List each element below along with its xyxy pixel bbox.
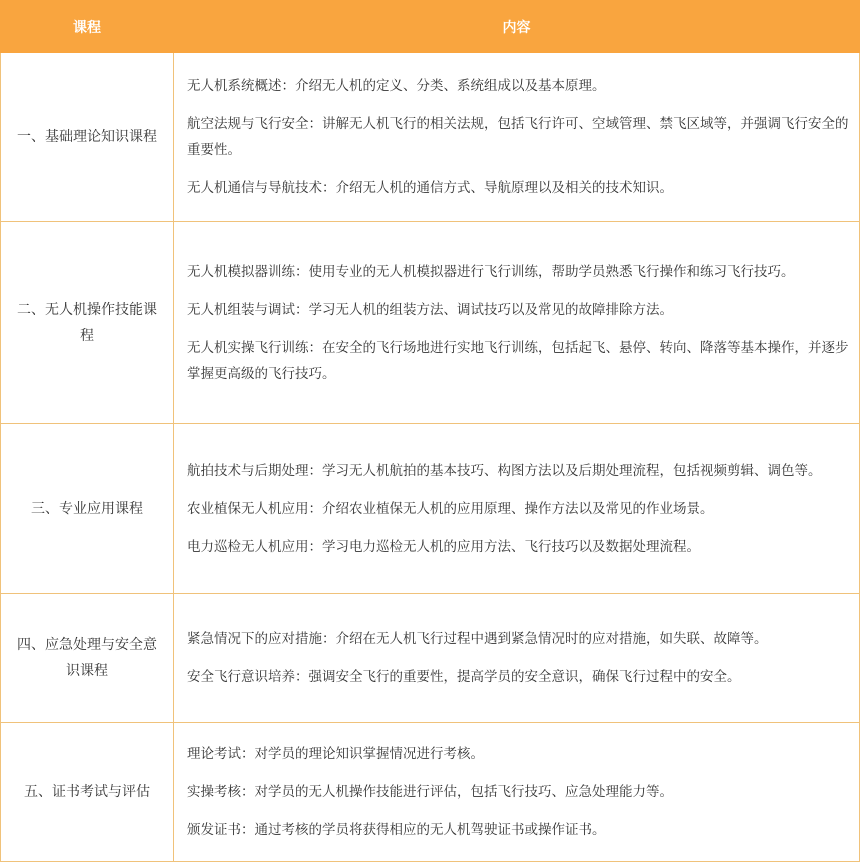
content-item: 实操考核：对学员的无人机操作技能进行评估，包括飞行技巧、应急处理能力等。 xyxy=(187,784,673,800)
content-item: 航空法规与飞行安全：讲解无人机飞行的相关法规，包括飞行许可、空域管理、禁飞区域等，并强调飞行安全的重要性。 xyxy=(187,116,849,158)
content-cell xyxy=(174,222,860,424)
table-row xyxy=(1,594,860,723)
content-item: 无人机通信与导航技术：介绍无人机的通信方式、导航原理以及相关的技术知识。 xyxy=(187,180,673,196)
table-header xyxy=(1,1,860,53)
table-body xyxy=(1,53,860,862)
table-row xyxy=(1,424,860,594)
content-item: 电力巡检无人机应用：学习电力巡检无人机的应用方法、飞行技巧以及数据处理流程。 xyxy=(187,538,700,555)
content-item: 农业植保无人机应用：介绍农业植保无人机的应用原理、操作方法以及常见的作业场景。 xyxy=(187,500,714,517)
content-item: 紧急情况下的应对措施：介绍在无人机飞行过程中遇到紧急情况时的应对措施，如失联、故障等。 xyxy=(187,631,768,647)
header-content: 内容 xyxy=(174,1,860,53)
content-cell xyxy=(174,53,860,222)
content-item: 无人机模拟器训练：使用专业的无人机模拟器进行飞行训练，帮助学员熟悉飞行操作和练习飞行技巧。 xyxy=(187,263,795,280)
content-cell xyxy=(174,594,860,723)
content-item: 颁发证书：通过考核的学员将获得相应的无人机驾驶证书或操作证书。 xyxy=(187,822,606,838)
course-name: 四、应急处理与安全意识课程 xyxy=(1,594,174,723)
content-item: 安全飞行意识培养：强调安全飞行的重要性，提高学员的安全意识，确保飞行过程中的安全。 xyxy=(187,669,741,685)
table-row xyxy=(1,53,860,222)
content-item: 理论考试：对学员的理论知识掌握情况进行考核。 xyxy=(187,746,484,762)
content-item: 无人机系统概述：介绍无人机的定义、分类、系统组成以及基本原理。 xyxy=(187,78,606,94)
course-name: 五、证书考试与评估 xyxy=(1,723,174,862)
table-row xyxy=(1,222,860,424)
table-row xyxy=(1,723,860,862)
course-name: 二、无人机操作技能课程 xyxy=(1,222,174,424)
content-item: 无人机实操飞行训练：在安全的飞行场地进行实地飞行训练，包括起飞、悬停、转向、降落等基本操作，并逐步掌握更高级的飞行技巧。 xyxy=(187,339,849,382)
header-course: 课程 xyxy=(1,1,174,53)
content-item: 航拍技术与后期处理：学习无人机航拍的基本技巧、构图方法以及后期处理流程，包括视频剪辑、调色等。 xyxy=(187,462,822,479)
content-cell xyxy=(174,723,860,862)
content-cell xyxy=(174,424,860,594)
header-row xyxy=(1,1,860,53)
content-item: 无人机组装与调试：学习无人机的组装方法、调试技巧以及常见的故障排除方法。 xyxy=(187,301,673,318)
course-name: 三、专业应用课程 xyxy=(1,424,174,594)
course-name: 一、基础理论知识课程 xyxy=(1,53,174,222)
